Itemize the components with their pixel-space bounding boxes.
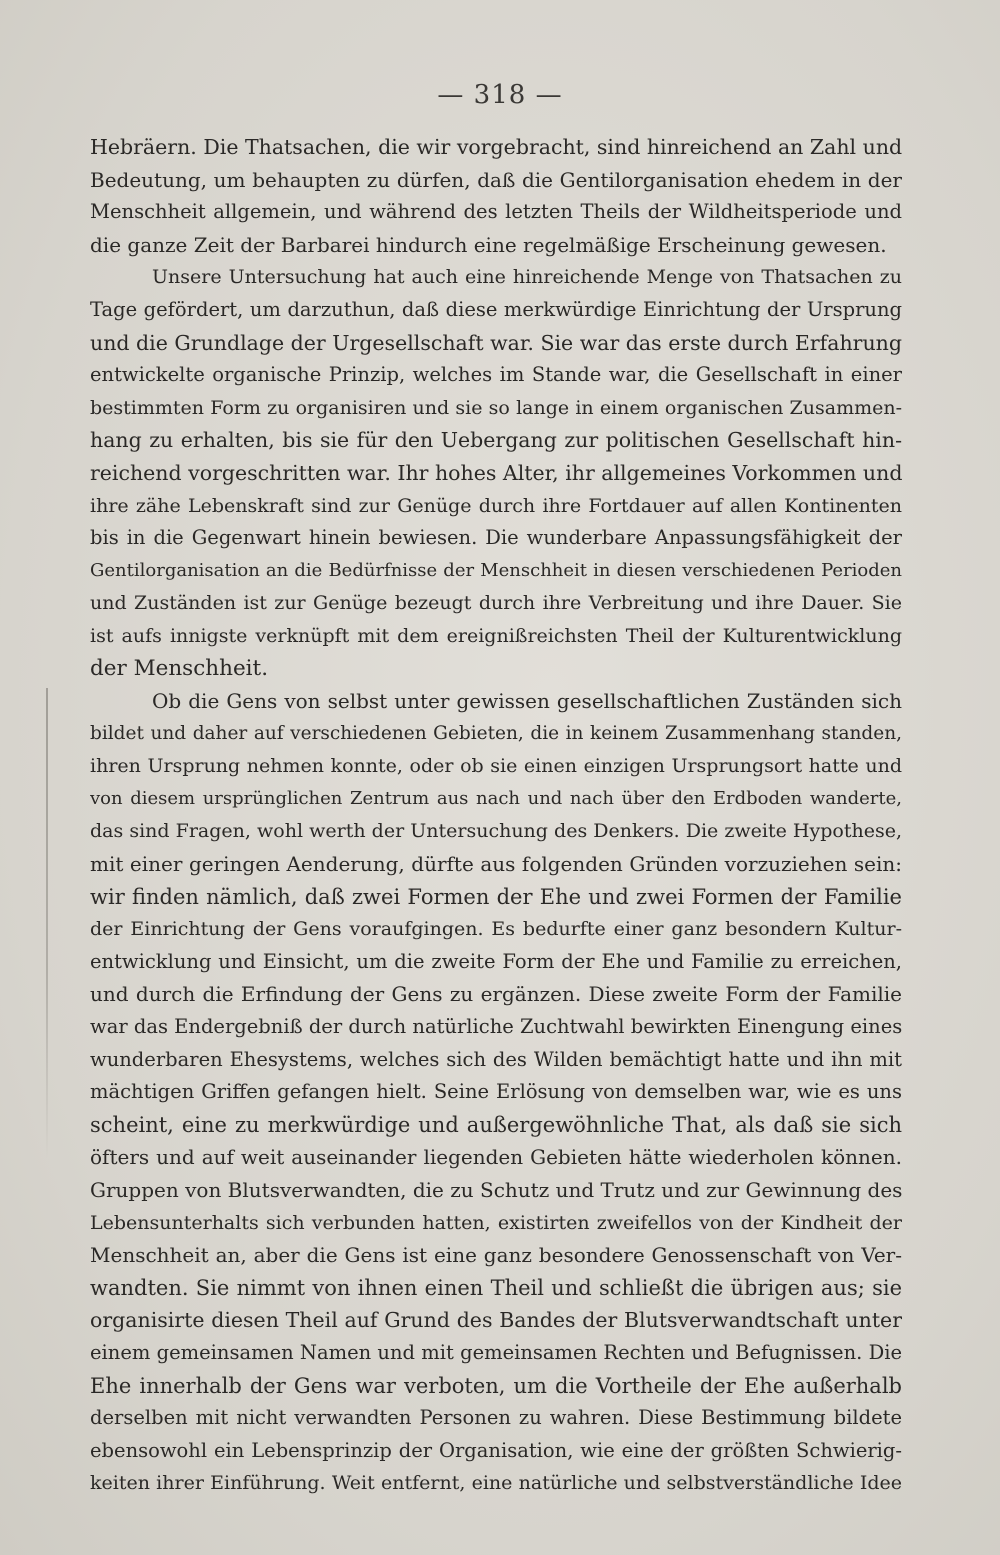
text-line: reichend vorgeschritten war. Ihr hohes Alter, ihr allgemeines Vorkommen und [90,460,902,485]
text-line: organisirte diesen Theil auf Grund des Bandes der Blutsverwandtschaft unter [90,1308,902,1333]
text-line: hang zu erhalten, bis sie für den Uebergang zur politischen Gesellschaft hin- [90,428,902,453]
body-text [90,131,902,1500]
text-line: wunderbaren Ehesystems, welches sich des Wilden bemächtigt hatte und ihn mit [90,1047,902,1071]
text-line: bestimmten Form zu organisiren und sie so lange in einem organischen Zusammen- [90,396,902,419]
text-line: Menschheit allgemein, und während des letzten Theils der Wildheitsperiode und [90,200,902,224]
text-line: Tage gefördert, um darzuthun, daß diese merkwürdige Einrichtung der Ursprung [90,297,902,321]
text-line: der Einrichtung der Gens voraufgingen. Es bedurfte einer ganz besondern Kultur- [90,918,902,941]
text-line: Ehe innerhalb der Gens war verboten, um die Vortheile der Ehe außerhalb [90,1373,902,1398]
text-line: Unsere Untersuchung hat auch eine hinreichende Menge von Thatsachen zu [152,266,902,289]
text-line: der Menschheit. [90,655,269,681]
text-line: wandten. Sie nimmt von ihnen einen Theil und schließt die übrigen aus; sie [90,1275,902,1300]
text-line: ihre zähe Lebenskraft sind zur Genüge durch ihre Fortdauer auf allen Kontinenten [90,494,902,517]
text-line: Menschheit an, aber die Gens ist eine ganz besondere Genossenschaft von Ver- [90,1243,902,1268]
text-line: Bedeutung, um behaupten zu dürfen, daß die Gentilorganisation ehedem in der [90,167,902,192]
page-number: — 318 — [437,80,563,110]
text-line: keiten ihrer Einführung. Weit entfernt, eine natürliche und selbstverständliche Idee [90,1472,902,1495]
text-line: von diesem ursprünglichen Zentrum aus nach und nach über den Erdboden wanderte, [90,787,902,809]
text-line: einem gemeinsamen Namen und mit gemeinsamen Rechten und Befugnissen. Die [90,1340,902,1364]
text-line: ebensowohl ein Lebensprinzip der Organisation, wie eine der größten Schwierig- [90,1438,902,1462]
text-line: wir finden nämlich, daß zwei Formen der Ehe und zwei Formen der Familie [90,884,902,909]
text-line: das sind Fragen, wohl werth der Untersuchung des Denkers. Die zweite Hypothese, [90,820,902,843]
text-line: entwickelte organische Prinzip, welches im Stande war, die Gesellschaft in einer [90,363,902,387]
text-line: Lebensunterhalts sich verbunden hatten, existirten zweifellos von der Kindheit der [90,1211,902,1234]
text-line: bildet und daher auf verschiedenen Gebieten, die in keinem Zusammenhang standen, [90,722,902,744]
text-line: bis in die Gegenwart hinein bewiesen. Die wunderbare Anpassungsfähigkeit der [90,526,902,550]
text-line: derselben mit nicht verwandten Personen zu wahren. Diese Bestimmung bildete [90,1406,902,1430]
text-line: Ob die Gens von selbst unter gewissen gesellschaftlichen Zuständen sich [152,689,902,714]
text-line: Gentilorganisation an die Bedürfnisse der Menschheit in diesen verschiedenen Perioden [90,559,902,581]
text-line: Gruppen von Blutsverwandten, die zu Schutz und Trutz und zur Gewinnung des [90,1178,902,1202]
text-line: mit einer geringen Aenderung, dürfte aus folgenden Gründen vorzuziehen sein: [90,852,902,877]
text-line: die ganze Zeit der Barbarei hindurch eine regelmäßige Erscheinung gewesen. [90,232,887,257]
text-line: war das Endergebniß der durch natürliche Zuchtwahl bewirkten Einengung eines [90,1015,902,1039]
margin-pencil-mark [46,688,48,1158]
text-line: mächtigen Griffen gefangen hielt. Seine Erlösung von demselben war, wie es uns [90,1080,902,1104]
text-line: und Zuständen ist zur Genüge bezeugt durch ihre Verbreitung und ihre Dauer. Sie [90,592,902,615]
text-line: scheint, eine zu merkwürdige und außergewöhnliche That, als daß sie sich [90,1112,902,1137]
text-line: und die Grundlage der Urgesellschaft war. Sie war das erste durch Erfahrung [90,330,902,355]
text-line: ihren Ursprung nehmen konnte, oder ob sie einen einzigen Ursprungsort hatte und [90,755,902,778]
text-line: und durch die Erfindung der Gens zu ergänzen. Diese zweite Form der Familie [90,982,902,1007]
text-line: Hebräern. Die Thatsachen, die wir vorgebracht, sind hinreichend an Zahl und [90,135,902,159]
text-line: ist aufs innigste verknüpft mit dem ereignißreichsten Theil der Kulturentwicklung [90,624,902,647]
text-line: öfters und auf weit auseinander liegenden Gebieten hätte wiederholen können. [90,1145,902,1170]
text-line: entwicklung und Einsicht, um die zweite Form der Ehe und Familie zu erreichen, [90,949,902,973]
